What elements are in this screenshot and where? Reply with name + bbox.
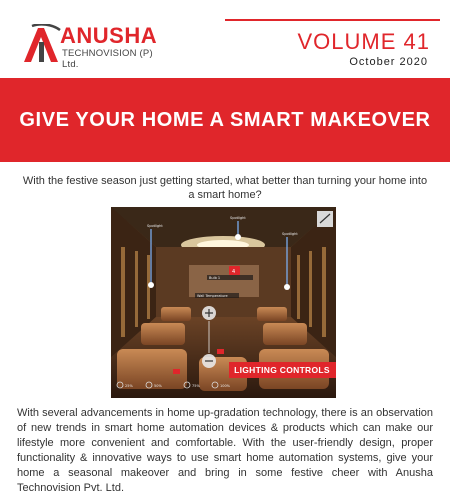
level-label: 100% bbox=[220, 384, 231, 388]
lighting-controls-label: LIGHTING CONTROLS bbox=[234, 365, 330, 375]
intro-text: With the festive season just getting started, what better than turning your home into a smart home? bbox=[22, 175, 428, 201]
volume-number: VOLUME 41 bbox=[297, 29, 430, 54]
newsletter-header bbox=[0, 0, 450, 78]
lighting-controls-image bbox=[111, 207, 336, 398]
volume-divider bbox=[225, 19, 440, 21]
page-title: GIVE YOUR HOME A SMART MAKEOVER bbox=[19, 109, 431, 131]
issue-date: October 2020 bbox=[349, 56, 428, 68]
center-tag: Bulb 1 bbox=[209, 276, 221, 280]
article-body: With several advancements in home up-gradation technology, there is an observation of new trends in smart home automation devices & products which can make our lifestyle more convenient and comfortable. With the user-friendly design, proper functionality & innovative ways to use smart home automation systems, give your home a seasonal makeover and bring in some festive cheer with Anusha Technovision Pvt. Ltd. bbox=[17, 407, 433, 494]
spotlight-label: Spotlight bbox=[230, 216, 246, 220]
spotlight-label: Spotlight bbox=[147, 224, 163, 228]
spotlight-label: Spotlight bbox=[282, 232, 298, 236]
level-label: 75% bbox=[192, 384, 200, 388]
logo-name: ANUSHA bbox=[60, 23, 158, 48]
company-logo bbox=[22, 22, 162, 68]
logo-subtitle: TECHNOVISION (P) Ltd. bbox=[62, 48, 153, 70]
level-label: 25% bbox=[125, 384, 133, 388]
title-banner bbox=[0, 78, 450, 162]
level-label: 50% bbox=[154, 384, 162, 388]
logo-mark-icon bbox=[22, 24, 62, 64]
svg-text:4: 4 bbox=[232, 269, 236, 275]
center-tag: Wall Temperature bbox=[197, 294, 228, 298]
